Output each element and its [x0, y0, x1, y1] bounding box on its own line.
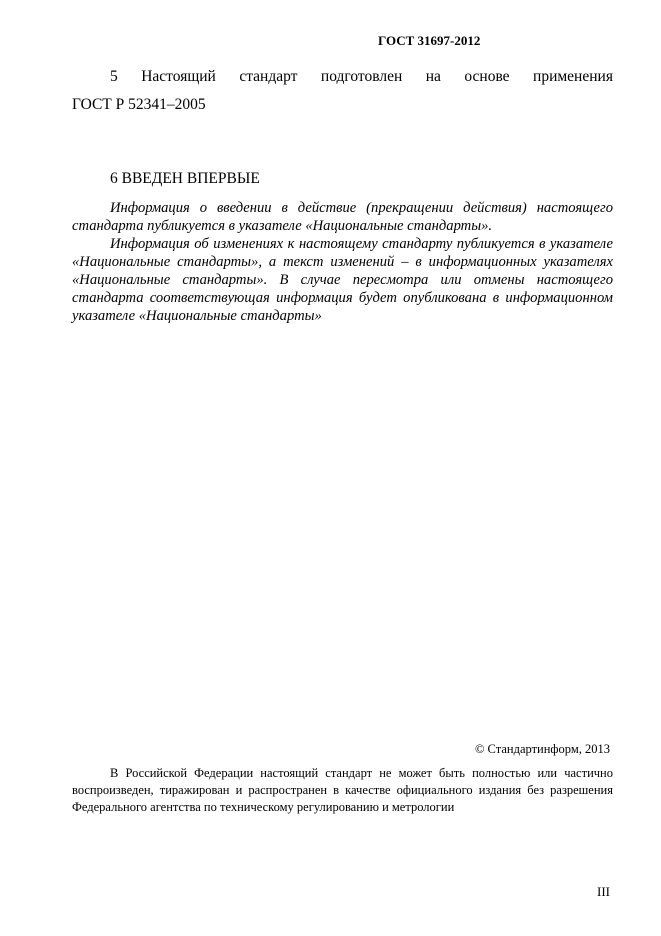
- copyright-notice: © Стандартинформ, 2013: [474, 742, 610, 756]
- document-header: ГОСТ 31697-2012: [378, 33, 481, 48]
- reproduction-notice: [72, 765, 613, 816]
- item-5-word: 5: [110, 68, 118, 85]
- info-paragraph-introduction: Информация о введении в действие (прекращении действия) настоящего стандарта публикуется в указателе «Национальные стандарты».: [72, 200, 613, 234]
- item-6-heading: 6 ВВЕДЕН ВПЕРВЫЕ: [110, 170, 260, 187]
- info-paragraph-changes: Информация об изменениях к настоящему стандарту публикуется в указателе «Национальные стандарты», а текст изменений – в информационных указателях «Национальные стандарты». В случае пересмотра или отмены настоящего стандарта соответствующая информация будет опубликована в информационном указателе «Национальные стандарты»: [72, 236, 613, 324]
- item-5-paragraph: [72, 63, 613, 119]
- page-number: III: [597, 884, 610, 899]
- reproduction-notice-text: В Российской Федерации настоящий стандарт не может быть полностью или частично воспроизведен, тиражирован и распространен в качестве официального издания без разрешения Федерального агентства по техническому регулированию и метрологии: [72, 766, 613, 814]
- item-5-word: стандарт: [239, 68, 298, 85]
- item-5-line-1: [72, 63, 613, 91]
- item-6-info: [72, 199, 613, 325]
- item-5-word: основе: [464, 68, 510, 85]
- item-5-word: подготовлен: [320, 68, 403, 85]
- item-5-line-2: ГОСТ Р 52341–2005: [72, 96, 206, 113]
- item-5-word: на: [425, 68, 441, 85]
- item-5-word: применения: [533, 68, 613, 85]
- item-5-word: Настоящий: [141, 68, 216, 85]
